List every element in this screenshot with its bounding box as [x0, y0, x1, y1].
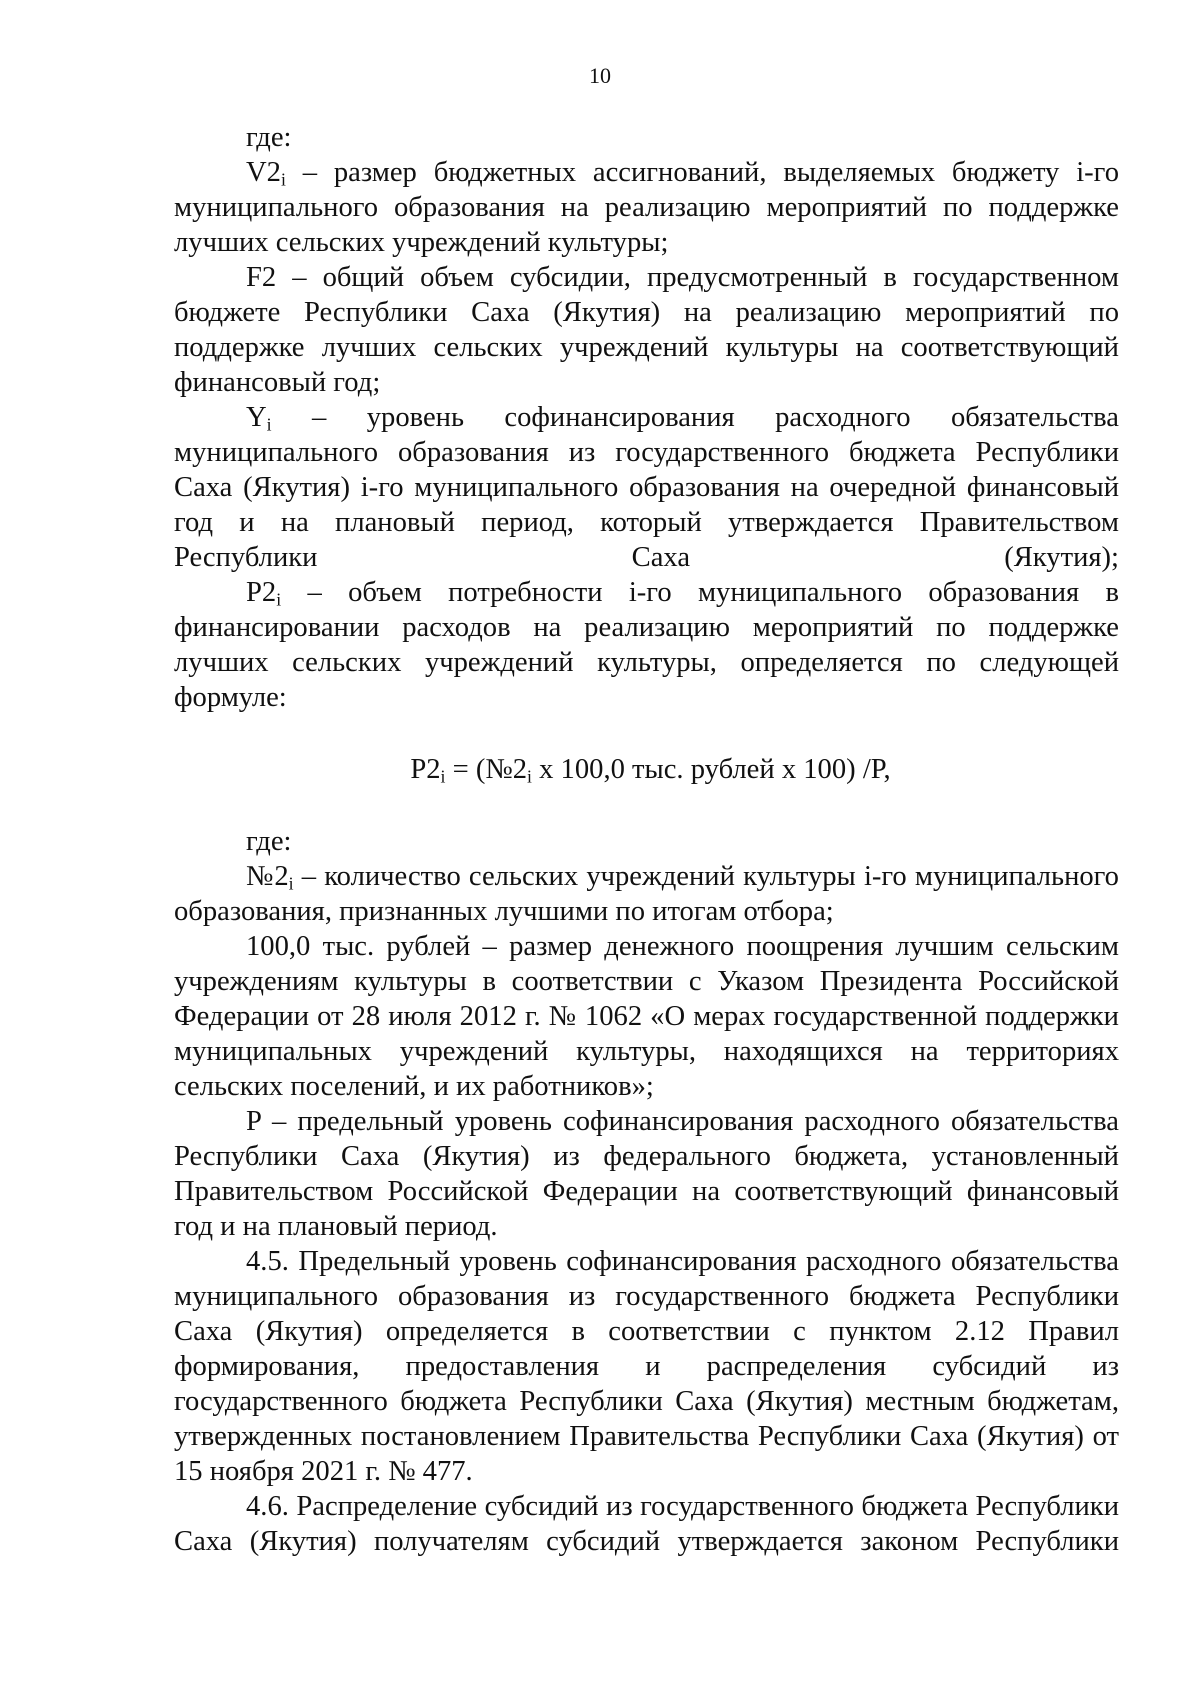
where-label: где:: [246, 826, 292, 857]
definition-v2-text: – размер бюджетных ассигнований, выделяемых бюджету i-го муниципального образования на реализацию мероприятий по поддержке лучших сельских учреждений культуры;: [174, 157, 1119, 258]
symbol-v2: V2: [246, 157, 281, 188]
formula: [174, 752, 1119, 787]
definition-p: P – предельный уровень софинансирования расходного обязательства Республики Саха (Якутия) из федерального бюджета, установленный Правительством Российской Федерации на соответствующий финансовый год и на плановый период.: [174, 1106, 1119, 1242]
clause-4-5: 4.5. Предельный уровень софинансирования расходного обязательства муниципального образования из государственного бюджета Республики Саха (Якутия) определяется в соответствии с пунктом 2.12 Правил формирования, предоставления и распределения субсидий из государственного бюджета Республики Саха (Якутия) местным бюджетам, утвержденных постановлением Правительства Республики Саха (Якутия) от 15 ноября 2021 г. № 477.: [174, 1246, 1119, 1487]
document-body: [174, 120, 1119, 1559]
subscript-i: i: [527, 766, 532, 787]
definition-reward: 100,0 тыс. рублей – размер денежного поощрения лучшим сельским учреждениям культуры в соответствии с Указом Президента Российской Федерации от 28 июля 2012 г. № 1062 «О мерах государственной поддержки муниципальных учреждений культуры, находящихся на территориях сельских поселений, и их работников»;: [174, 931, 1119, 1102]
subscript-i: i: [276, 589, 282, 610]
clause-4-6: 4.6. Распределение субсидий из государственного бюджета Республики Саха (Якутия) получателям субсидий утверждается законом Республики: [174, 1491, 1119, 1557]
subscript-i: i: [288, 873, 294, 894]
where-label: где:: [246, 122, 292, 153]
subscript-i: i: [440, 766, 446, 787]
definition-n2: [174, 859, 1119, 929]
definition-v2: [174, 155, 1119, 260]
definition-n2-text: – количество сельских учреждений культуры i-го муниципального образования, признанных лучшими по итогам отбора;: [174, 861, 1119, 927]
page-number: 10: [589, 63, 611, 88]
definition-y-text: – уровень софинансирования расходного обязательства муниципального образования из государственного бюджета Республики Саха (Якутия) i-го муниципального образования на очередной финансовый год и на плановый период, который утверждается Правительством Республики Саха (Якутия);: [174, 402, 1119, 573]
subscript-i: i: [266, 414, 272, 435]
symbol-n2: №2: [246, 861, 289, 892]
formula-lhs: P2: [410, 754, 441, 785]
symbol-p2: P2: [246, 577, 277, 608]
symbol-y: Y: [246, 402, 267, 433]
formula-rhs: х 100,0 тыс. рублей х 100) /P,: [531, 754, 891, 785]
definition-p2-text: – объем потребности i-го муниципального образования в финансировании расходов на реализацию мероприятий по поддержке лучших сельских учреждений культуры, определяется по следующей формуле:: [174, 577, 1119, 713]
formula-mid: = (№2: [445, 754, 528, 785]
definition-p2: [174, 575, 1119, 715]
subscript-i: i: [280, 169, 286, 190]
definition-f2: F2 – общий объем субсидии, предусмотренный в государственном бюджете Республики Саха (Якутия) на реализацию мероприятий по поддержке лучших сельских учреждений культуры на соответствующий финансовый год;: [174, 262, 1119, 398]
definition-y: [174, 400, 1119, 575]
